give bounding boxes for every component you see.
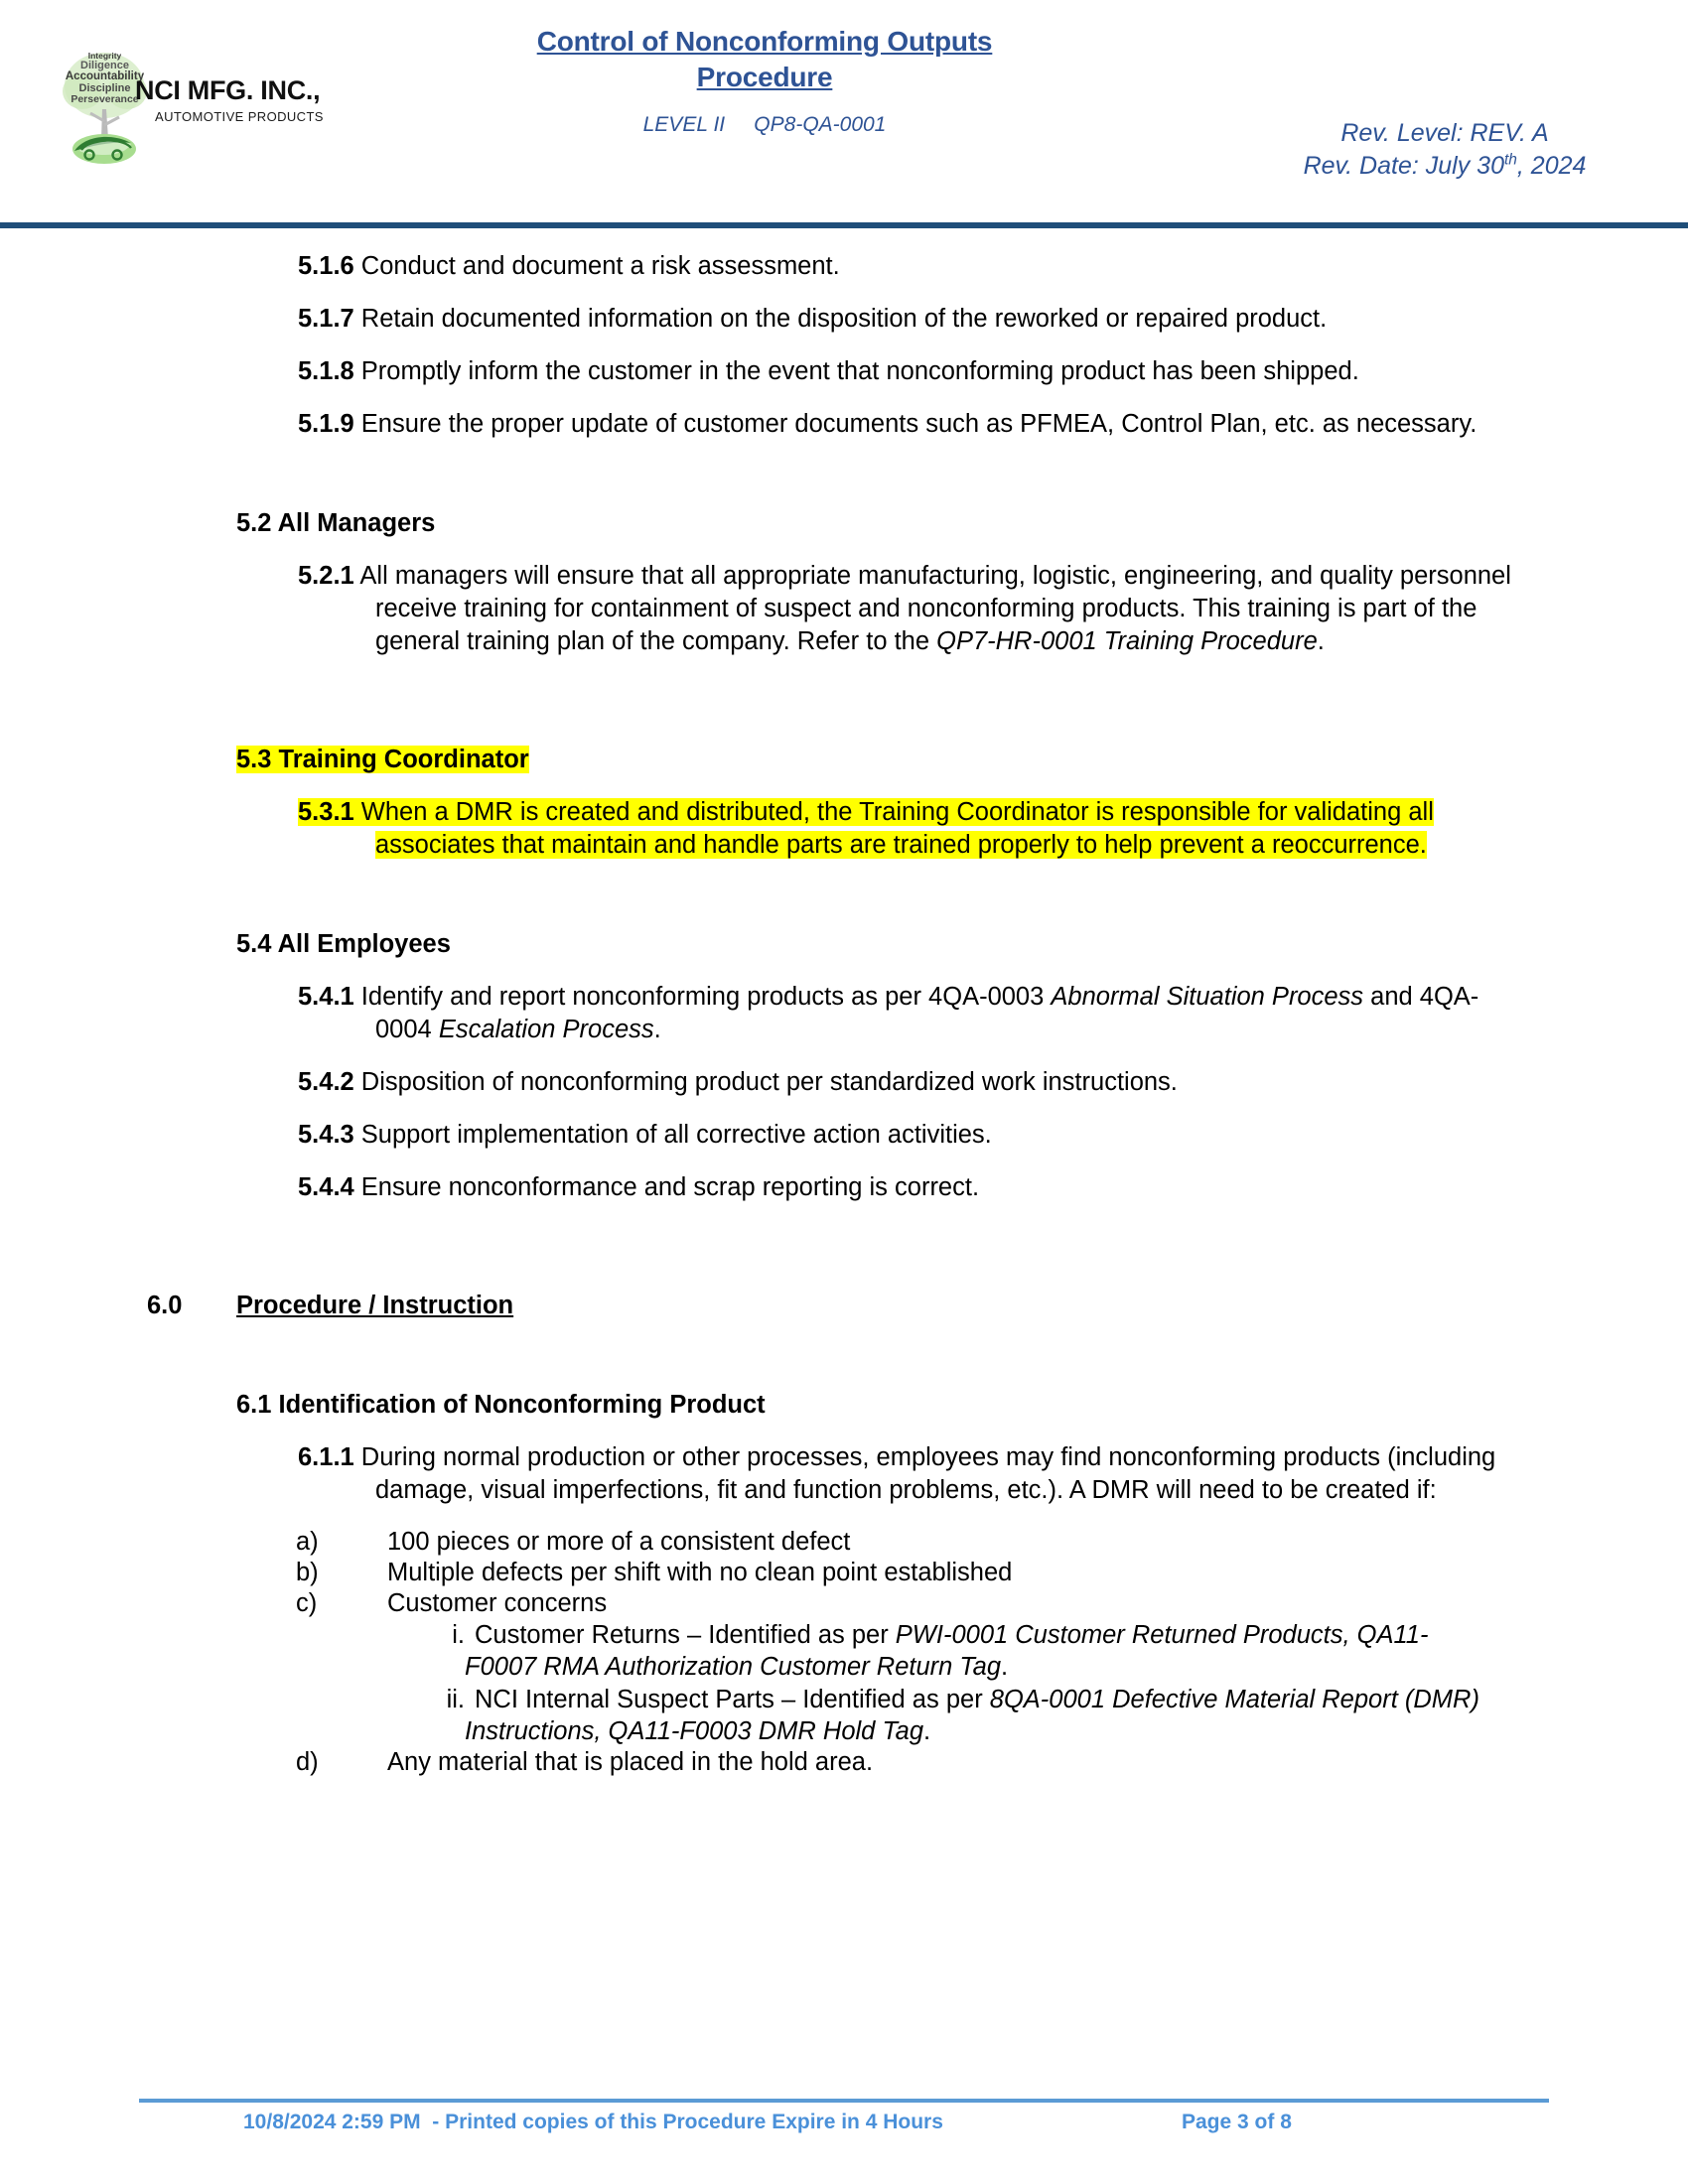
spacer: [0, 462, 1688, 507]
list-item-reference-italic: PWI-0001 Customer Returned Products, QA11-F0007 RMA Authorization Customer Return Tag: [465, 1621, 1429, 1682]
clause-text: Identify and report nonconforming products as per 4QA-0003: [353, 982, 1052, 1011]
clause-text: When a DMR is created and distributed, the Training Coordinator is responsible for validating all associates that maintain and handle parts are trained properly to help prevent a reoccurrence.: [353, 798, 1434, 860]
document-level-code: LEVEL II QP8-QA-0001: [642, 112, 887, 136]
list-item-c: [0, 1588, 1688, 1619]
clause-number: 5.4.4: [298, 1173, 354, 1202]
list-item-reference-italic: 8QA-0001 Defective Material Report (DMR) Instructions, QA11-F0003 DMR Hold Tag: [465, 1685, 1479, 1745]
clause-text-end: .: [1317, 626, 1325, 655]
revision-date: [1236, 150, 1653, 183]
document-body: [0, 250, 1688, 1778]
company-subtitle: AUTOMOTIVE PRODUCTS: [155, 109, 324, 124]
clause-5-1-8: [0, 355, 1688, 388]
list-marker: b): [296, 1559, 319, 1587]
page-header: [0, 0, 1688, 226]
logo-word-discipline: Discipline: [78, 81, 131, 94]
list-item-text: Customer Returns – Identified as per: [475, 1621, 896, 1650]
clause-5-1-7: [0, 303, 1688, 336]
spacer: [0, 1224, 1688, 1290]
clause-6-1-1: [0, 1441, 1688, 1507]
clause-number: 5.1.6: [298, 252, 354, 280]
section-title: Procedure / Instruction: [236, 1292, 514, 1320]
spacer: [0, 883, 1688, 928]
spacer: [0, 678, 1688, 744]
highlighted-heading-text: 5.3 Training Coordinator: [236, 746, 529, 774]
clause-number: 5.4.1: [298, 982, 354, 1011]
list-item-text-end: .: [1001, 1653, 1009, 1682]
list-item-text: Multiple defects per shift with no clean point established: [387, 1559, 1013, 1587]
clause-5-2-1: [0, 560, 1688, 658]
clause-5-4-2: [0, 1066, 1688, 1099]
revision-block: [1236, 117, 1653, 183]
list-item-text: Any material that is placed in the hold area.: [387, 1747, 874, 1776]
footer-print-notice: 10/8/2024 2:59 PM - Printed copies of this Procedure Expire in 4 Hours: [243, 2111, 943, 2133]
clause-5-4-4: [0, 1171, 1688, 1204]
clause-text-end: .: [653, 1015, 661, 1043]
page-footer: [139, 2111, 1549, 2154]
footer-divider: [139, 2099, 1549, 2103]
clause-text: Ensure the proper update of customer documents such as PFMEA, Control Plan, etc. as necessary.: [353, 410, 1477, 439]
clause-number: 5.2.1: [298, 561, 354, 590]
clause-5-1-6: [0, 250, 1688, 283]
section-heading-5-4: 5.4 All Employees: [236, 929, 451, 958]
revision-date-suffix: , 2024: [1516, 152, 1587, 180]
logo-word-accountability: Accountability: [65, 69, 145, 82]
document-title-line2: Procedure: [696, 61, 833, 92]
list-marker: a): [296, 1527, 319, 1556]
list-marker: ii.: [446, 1685, 465, 1713]
section-number: 6.0: [147, 1292, 183, 1320]
clause-text: Support implementation of all corrective action activities.: [353, 1121, 992, 1150]
clause-5-4-1: [0, 981, 1688, 1046]
clause-text: Retain documented information on the disposition of the reworked or repaired product.: [353, 305, 1328, 334]
list-item-text-end: .: [923, 1716, 931, 1745]
section-heading-5-3: [0, 744, 1688, 776]
logo-word-perseverance: Perseverance: [70, 92, 139, 105]
header-divider: [0, 222, 1688, 228]
list-item-d: [0, 1747, 1688, 1778]
clause-text: Ensure nonconformance and scrap reporting is correct.: [353, 1173, 980, 1202]
company-logo: [28, 48, 324, 165]
clause-number: 5.4.3: [298, 1121, 354, 1150]
clause-reference-italic-2: Escalation Process: [438, 1015, 654, 1043]
document-title-line1: Control of Nonconforming Outputs: [536, 26, 993, 57]
list-marker: c): [296, 1589, 318, 1618]
logo-word-integrity: Integrity: [87, 51, 122, 61]
list-marker: i.: [452, 1621, 465, 1650]
logo-word-diligence: Diligence: [80, 59, 129, 71]
revision-level: Rev. Level: REV. A: [1340, 119, 1549, 147]
list-item-c-ii: [0, 1684, 1688, 1747]
clause-number: 5.4.2: [298, 1067, 354, 1096]
list-marker: d): [296, 1747, 319, 1776]
clause-text: During normal production or other processes, employees may find nonconforming products (including damage, visual imperfections, fit and function problems, etc.). A DMR will need to be created if:: [353, 1442, 1496, 1504]
company-name: NCI MFG. INC.,: [135, 75, 321, 105]
clause-number: 5.1.8: [298, 357, 354, 386]
clause-text: Promptly inform the customer in the event that nonconforming product has been shipped.: [353, 357, 1359, 386]
clause-5-1-9: [0, 408, 1688, 441]
tree-logo-icon: [58, 48, 152, 165]
clause-reference-italic-1: Abnormal Situation Process: [1051, 982, 1364, 1011]
footer-page-number: Page 3 of 8: [1182, 2111, 1292, 2133]
section-heading-6-0: [0, 1290, 1688, 1322]
section-heading-6-1: 6.1 Identification of Nonconforming Product: [236, 1390, 766, 1419]
document-title-block: [417, 24, 1112, 137]
revision-date-ordinal: th: [1503, 151, 1517, 169]
clause-number: 5.1.9: [298, 410, 354, 439]
list-item-c-i: [0, 1619, 1688, 1683]
revision-date-prefix: Rev. Date: July 30: [1303, 152, 1504, 180]
clause-5-4-3: [0, 1119, 1688, 1152]
clause-number: 5.3.1: [298, 798, 354, 827]
clause-text-mid: and 4QA-0004: [375, 982, 1479, 1043]
list-item-a: [0, 1527, 1688, 1558]
section-heading-5-2: 5.2 All Managers: [236, 508, 436, 537]
list-item-text: NCI Internal Suspect Parts – Identified as per: [475, 1685, 990, 1713]
spacer: [0, 1343, 1688, 1389]
clause-number: 6.1.1: [298, 1442, 354, 1471]
clause-number: 5.1.7: [298, 305, 354, 334]
list-item-b: [0, 1558, 1688, 1588]
list-item-text: Customer concerns: [387, 1589, 608, 1618]
clause-text: Disposition of nonconforming product per standardized work instructions.: [353, 1067, 1178, 1096]
list-item-text: 100 pieces or more of a consistent defect: [387, 1527, 851, 1556]
clause-text: All managers will ensure that all appropriate manufacturing, logistic, engineering, and quality personnel receive training for containment of suspect and nonconforming products. This training is part of the general training plan of the company. Refer to the: [353, 561, 1511, 655]
clause-text: Conduct and document a risk assessment.: [353, 252, 840, 280]
clause-reference-italic: QP7-HR-0001 Training Procedure: [936, 626, 1318, 655]
clause-5-3-1: [0, 796, 1688, 862]
